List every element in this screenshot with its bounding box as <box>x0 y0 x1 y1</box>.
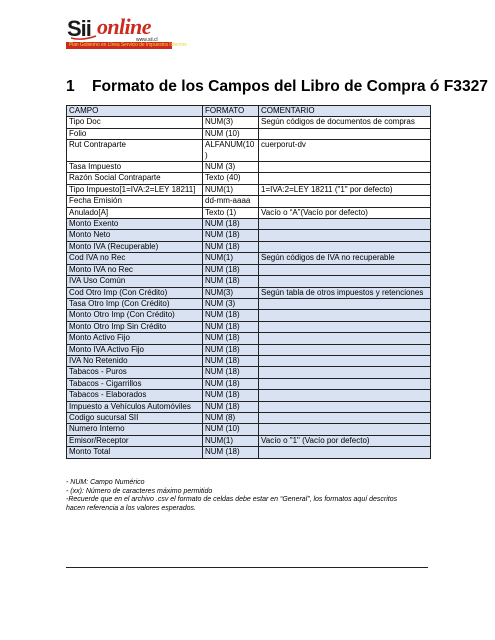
table-row <box>67 333 431 344</box>
cell-campo: Cod Otro Imp (Con Crédito) <box>67 287 203 298</box>
cell-comentario <box>259 321 431 332</box>
cell-campo: Tasa Otro Imp (Con Crédito) <box>67 298 203 309</box>
logo-tagline: Plan Gobierno en Línea Servicio de Impuestos Internos <box>69 41 187 48</box>
cell-comentario: Según tabla de otros impuestos y retenciones <box>259 287 431 298</box>
cell-formato: Texto (40) <box>203 173 259 184</box>
cell-campo: Monto IVA (Recuperable) <box>67 241 203 252</box>
cell-comentario <box>259 344 431 355</box>
cell-campo: Folio <box>67 128 203 139</box>
cell-campo: Numero Interno <box>67 424 203 435</box>
table-row <box>67 253 431 264</box>
cell-formato: NUM (10) <box>203 128 259 139</box>
table-row <box>67 184 431 195</box>
header-campo: CAMPO <box>67 106 203 117</box>
table-row <box>67 390 431 401</box>
table-row <box>67 264 431 275</box>
table-row <box>67 287 431 298</box>
cell-campo: Tipo Impuesto[1=IVA:2=LEY 18211] <box>67 184 203 195</box>
fields-table <box>66 105 431 459</box>
cell-formato: NUM (18) <box>203 219 259 230</box>
table-row <box>67 298 431 309</box>
table-row <box>67 321 431 332</box>
header-formato: FORMATO <box>203 106 259 117</box>
sii-online-logo <box>66 12 187 50</box>
table-row <box>67 276 431 287</box>
svg-text:online: online <box>97 14 151 39</box>
note-line: hacen referencia a los valores esperados. <box>66 504 196 512</box>
cell-campo: Monto Activo Fijo <box>67 333 203 344</box>
table-row <box>67 310 431 321</box>
cell-campo: Emisor/Receptor <box>67 435 203 446</box>
table-row <box>67 447 431 458</box>
cell-comentario <box>259 333 431 344</box>
cell-comentario <box>259 128 431 139</box>
table-notes <box>66 479 446 513</box>
cell-campo: Monto Otro Imp (Con Crédito) <box>67 310 203 321</box>
cell-campo: Tabacos - Puros <box>67 367 203 378</box>
cell-campo: Monto Exento <box>67 219 203 230</box>
cell-formato: NUM (18) <box>203 378 259 389</box>
cell-campo: Fecha Emisión <box>67 196 203 207</box>
svg-text:www.sii.cl: www.sii.cl <box>136 37 158 42</box>
cell-formato: NUM (18) <box>203 344 259 355</box>
table-row <box>67 401 431 412</box>
svg-text:Sii: Sii <box>67 16 91 41</box>
cell-comentario <box>259 230 431 241</box>
cell-formato: NUM (18) <box>203 310 259 321</box>
cell-formato: NUM (18) <box>203 333 259 344</box>
cell-formato: NUM (18) <box>203 355 259 366</box>
cell-campo: Rut Contraparte <box>67 140 203 162</box>
cell-comentario: Según códigos de documentos de compras <box>259 117 431 128</box>
cell-formato: NUM (3) <box>203 162 259 173</box>
table-row <box>67 162 431 173</box>
cell-formato: NUM (18) <box>203 367 259 378</box>
cell-formato: NUM (18) <box>203 276 259 287</box>
cell-campo: Tipo Doc <box>67 117 203 128</box>
table-row <box>67 117 431 128</box>
cell-formato: ALFANUM(10) <box>203 140 259 162</box>
cell-formato: NUM(3) <box>203 117 259 128</box>
cell-campo: Tabacos - Cigarrillos <box>67 378 203 389</box>
cell-campo: Razón Social Contraparte <box>67 173 203 184</box>
cell-comentario <box>259 196 431 207</box>
cell-comentario <box>259 264 431 275</box>
cell-formato: NUM (18) <box>203 230 259 241</box>
cell-comentario <box>259 447 431 458</box>
table-row <box>67 378 431 389</box>
cell-comentario <box>259 367 431 378</box>
cell-campo: Tasa Impuesto <box>67 162 203 173</box>
cell-comentario <box>259 390 431 401</box>
cell-comentario <box>259 162 431 173</box>
cell-comentario <box>259 219 431 230</box>
cell-formato: NUM (18) <box>203 264 259 275</box>
cell-formato: NUM (18) <box>203 401 259 412</box>
cell-formato: NUM (18) <box>203 321 259 332</box>
cell-campo: Monto IVA no Rec <box>67 264 203 275</box>
cell-comentario <box>259 310 431 321</box>
cell-comentario: Vacío o "1" (Vacío por defecto) <box>259 435 431 446</box>
cell-formato: NUM (18) <box>203 241 259 252</box>
table-row <box>67 412 431 423</box>
table-row <box>67 207 431 218</box>
sii-online-logo-mark <box>66 12 174 42</box>
cell-formato: NUM(1) <box>203 435 259 446</box>
cell-comentario: 1=IVA:2=LEY 18211 ("1" por defecto) <box>259 184 431 195</box>
table-row <box>67 140 431 162</box>
cell-campo: Impuesto a Vehículos Automóviles <box>67 401 203 412</box>
cell-comentario: cuerporut-dv <box>259 140 431 162</box>
cell-formato: dd-mm-aaaa <box>203 196 259 207</box>
table-row <box>67 128 431 139</box>
cell-comentario <box>259 412 431 423</box>
cell-comentario <box>259 298 431 309</box>
cell-campo: Monto Otro Imp Sin Crédito <box>67 321 203 332</box>
cell-formato: NUM(1) <box>203 253 259 264</box>
table-row <box>67 241 431 252</box>
note-line: -Recuerde que en el archivo .csv el formato de celdas debe estar en “General”, los formatos aquí descritos <box>66 496 398 504</box>
cell-comentario: Según códigos de IVA no recuperable <box>259 253 431 264</box>
note-line: - (xx): Número de caracteres máximo permitido <box>66 487 213 495</box>
cell-comentario <box>259 424 431 435</box>
cell-comentario <box>259 241 431 252</box>
note-line: - NUM: Campo Numérico <box>66 479 145 486</box>
cell-formato: NUM(3) <box>203 287 259 298</box>
cell-comentario <box>259 276 431 287</box>
cell-campo: Anulado[A] <box>67 207 203 218</box>
cell-comentario <box>259 355 431 366</box>
table-row <box>67 344 431 355</box>
table-header-row <box>67 106 431 117</box>
cell-campo: IVA No Retenido <box>67 355 203 366</box>
cell-formato: NUM (8) <box>203 412 259 423</box>
section-number: 1 <box>66 78 75 95</box>
cell-campo: Tabacos - Elaborados <box>67 390 203 401</box>
logo-tagline-bar <box>66 41 187 49</box>
section-title-text: Formato de los Campos del Libro de Compra ó F3327 <box>92 78 488 95</box>
cell-comentario <box>259 401 431 412</box>
table-row <box>67 196 431 207</box>
cell-campo: IVA Uso Común <box>67 276 203 287</box>
table-row <box>67 219 431 230</box>
table-row <box>67 230 431 241</box>
header-comentario: COMENTARIO <box>259 106 431 117</box>
cell-formato: NUM (18) <box>203 447 259 458</box>
table-row <box>67 367 431 378</box>
cell-campo: Monto Total <box>67 447 203 458</box>
cell-formato: NUM (3) <box>203 298 259 309</box>
cell-comentario <box>259 378 431 389</box>
cell-campo: Monto Neto <box>67 230 203 241</box>
footer-divider <box>66 567 428 568</box>
cell-comentario <box>259 173 431 184</box>
cell-formato: NUM(1) <box>203 184 259 195</box>
section-title <box>66 77 488 97</box>
cell-campo: Cod IVA no Rec <box>67 253 203 264</box>
cell-campo: Codigo sucursal SII <box>67 412 203 423</box>
cell-formato: Texto (1) <box>203 207 259 218</box>
cell-comentario: Vacío o “A”(Vacío por defecto) <box>259 207 431 218</box>
cell-campo: Monto IVA Activo Fijo <box>67 344 203 355</box>
table-row <box>67 435 431 446</box>
table-row <box>67 355 431 366</box>
cell-formato: NUM (18) <box>203 390 259 401</box>
table-row <box>67 173 431 184</box>
cell-formato: NUM (10) <box>203 424 259 435</box>
table-row <box>67 424 431 435</box>
